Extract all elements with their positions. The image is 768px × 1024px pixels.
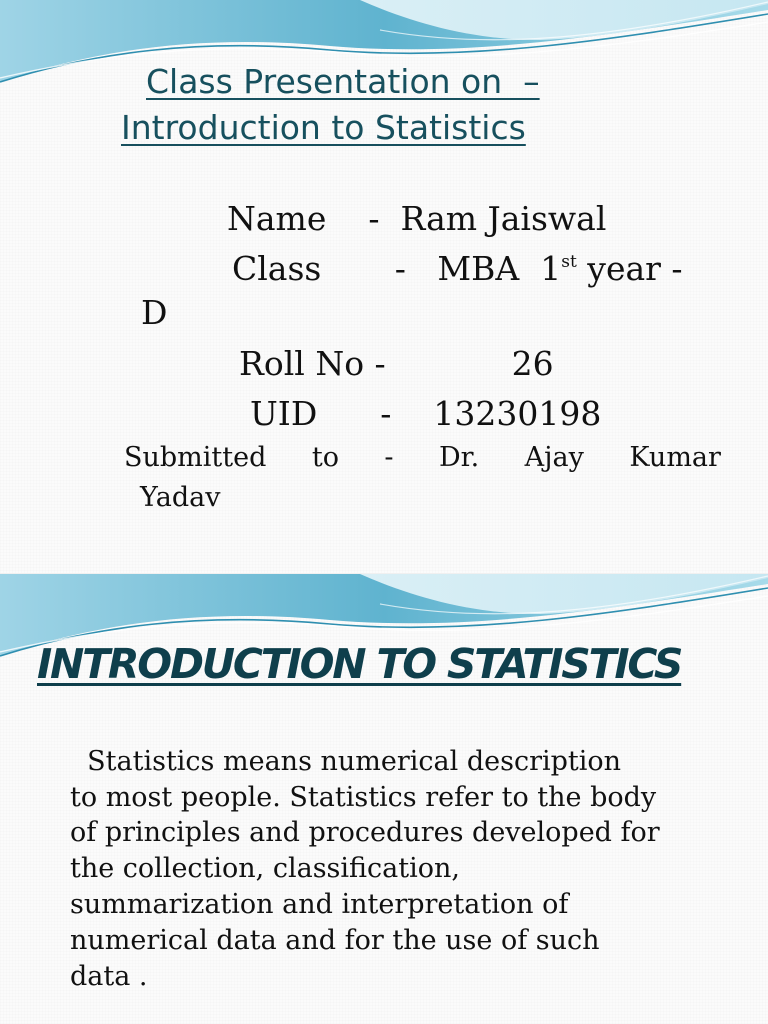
body-line: numerical data and for the use of such: [70, 925, 600, 956]
body-line: Statistics means numerical description: [70, 746, 622, 777]
submitted-to: to: [311, 442, 339, 473]
class-row: [232, 249, 683, 288]
submitted-middle-name: Kumar: [629, 442, 721, 473]
submitted-last-name: Yadav: [140, 482, 221, 513]
submitted-label: Submitted: [124, 442, 267, 473]
submitted-to-row: [124, 444, 721, 471]
content-slide: [0, 574, 768, 1024]
roll-no-row: Roll No - 26: [239, 344, 554, 383]
slide-title-line-1: Class Presentation on –: [146, 62, 540, 101]
slide-title-line-2: Introduction to Statistics: [121, 108, 526, 147]
class-row-text: Class - MBA 1: [232, 249, 562, 288]
uid-row: UID - 13230198: [250, 394, 602, 433]
body-line: of principles and procedures developed for: [70, 817, 660, 848]
body-line: summarization and interpretation of: [70, 889, 569, 920]
submitted-title: Dr.: [439, 442, 480, 473]
ordinal-suffix: st: [561, 252, 577, 272]
section-heading: INTRODUCTION TO STATISTICS: [37, 640, 682, 688]
body-line: to most people. Statistics refer to the body: [70, 782, 657, 813]
body-line: the collection, classification,: [70, 853, 460, 884]
name-row: Name - Ram Jaiswal: [227, 199, 607, 238]
submitted-dash: -: [384, 442, 394, 473]
body-line: data .: [70, 961, 148, 992]
class-row-year: year -: [576, 249, 683, 288]
submitted-first-name: Ajay: [524, 442, 584, 473]
class-row-wrap: D: [141, 293, 168, 332]
